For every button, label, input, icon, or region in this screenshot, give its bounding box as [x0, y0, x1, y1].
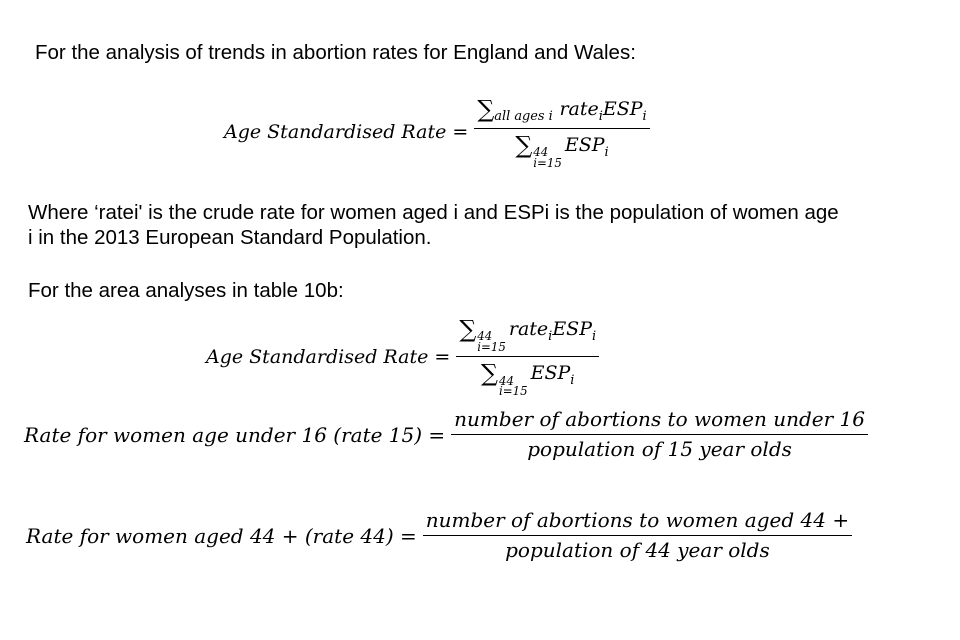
sum-symbol: ∑ [481, 359, 498, 388]
where-text-line-2: i in the 2013 European Standard Population. [28, 226, 432, 249]
fraction-numerator: number of abortions to women under 16 [454, 407, 865, 431]
sum-upper-limit: 44 [477, 329, 493, 344]
esp-term: ESP [552, 318, 592, 341]
equation-lhs: Age Standardised Rate = [224, 121, 469, 144]
sum-subscript: all ages i [494, 109, 553, 125]
fraction-bar [456, 356, 599, 357]
sum-limits [499, 373, 528, 399]
equation-lhs: Age Standardised Rate = [206, 345, 451, 368]
sum-upper-limit: 44 [499, 373, 514, 388]
esp-term: ESP [530, 362, 571, 385]
fraction-denominator [478, 360, 577, 397]
equation-lhs: Rate for women age under 16 (rate 15) = [24, 422, 446, 447]
fraction-denominator [512, 132, 611, 169]
fraction [423, 509, 852, 562]
fraction-bar [451, 434, 868, 435]
equation-lhs: Rate for women aged 44 + (rate 44) = [26, 523, 417, 548]
where-text-line-1: Where ‘ratei' is the crude rate for women aged i and ESPi is the population of women age [28, 201, 839, 224]
equation-rate-under-16 [24, 408, 868, 461]
sum-limits [477, 331, 506, 353]
esp-subscript: i [604, 144, 609, 160]
sum-symbol: ∑ [477, 95, 495, 123]
fraction [451, 408, 868, 461]
sum-symbol: ∑ [459, 315, 477, 343]
sum-symbol: ∑ [515, 130, 533, 159]
rate-term: rate [559, 98, 599, 121]
sum-upper-limit: 44 [533, 145, 549, 160]
sum-limits [533, 147, 562, 169]
area-analyses-text: For the area analyses in table 10b: [28, 279, 344, 302]
fraction [456, 316, 599, 397]
esp-term: ESP [564, 133, 605, 156]
sum-lower-limit: i=15 [477, 340, 506, 355]
sum-lower-limit: i=15 [499, 384, 528, 399]
equation-age-standardised-rate-trends [224, 96, 650, 169]
fraction-bar [423, 535, 852, 536]
fraction-denominator: population of 15 year olds [527, 437, 792, 461]
equation-rate-aged-44-plus [26, 509, 852, 562]
fraction-numerator [456, 316, 599, 353]
esp-subscript: i [570, 373, 575, 389]
fraction-bar [474, 128, 649, 129]
intro-text: For the analysis of trends in abortion rates for England and Wales: [35, 41, 636, 64]
esp-subscript: i [642, 109, 647, 125]
fraction-numerator [474, 96, 649, 125]
esp-subscript: i [591, 329, 597, 345]
rate-subscript: i [548, 329, 553, 345]
rate-term: rate [508, 318, 549, 341]
esp-term: ESP [602, 98, 643, 121]
sum-lower-limit: i=15 [533, 156, 562, 171]
equation-age-standardised-rate-area [206, 316, 599, 397]
fraction-denominator: population of 44 year olds [505, 538, 770, 562]
rate-subscript: i [598, 109, 603, 125]
fraction-numerator: number of abortions to women aged 44 + [425, 508, 850, 532]
fraction [474, 96, 649, 169]
